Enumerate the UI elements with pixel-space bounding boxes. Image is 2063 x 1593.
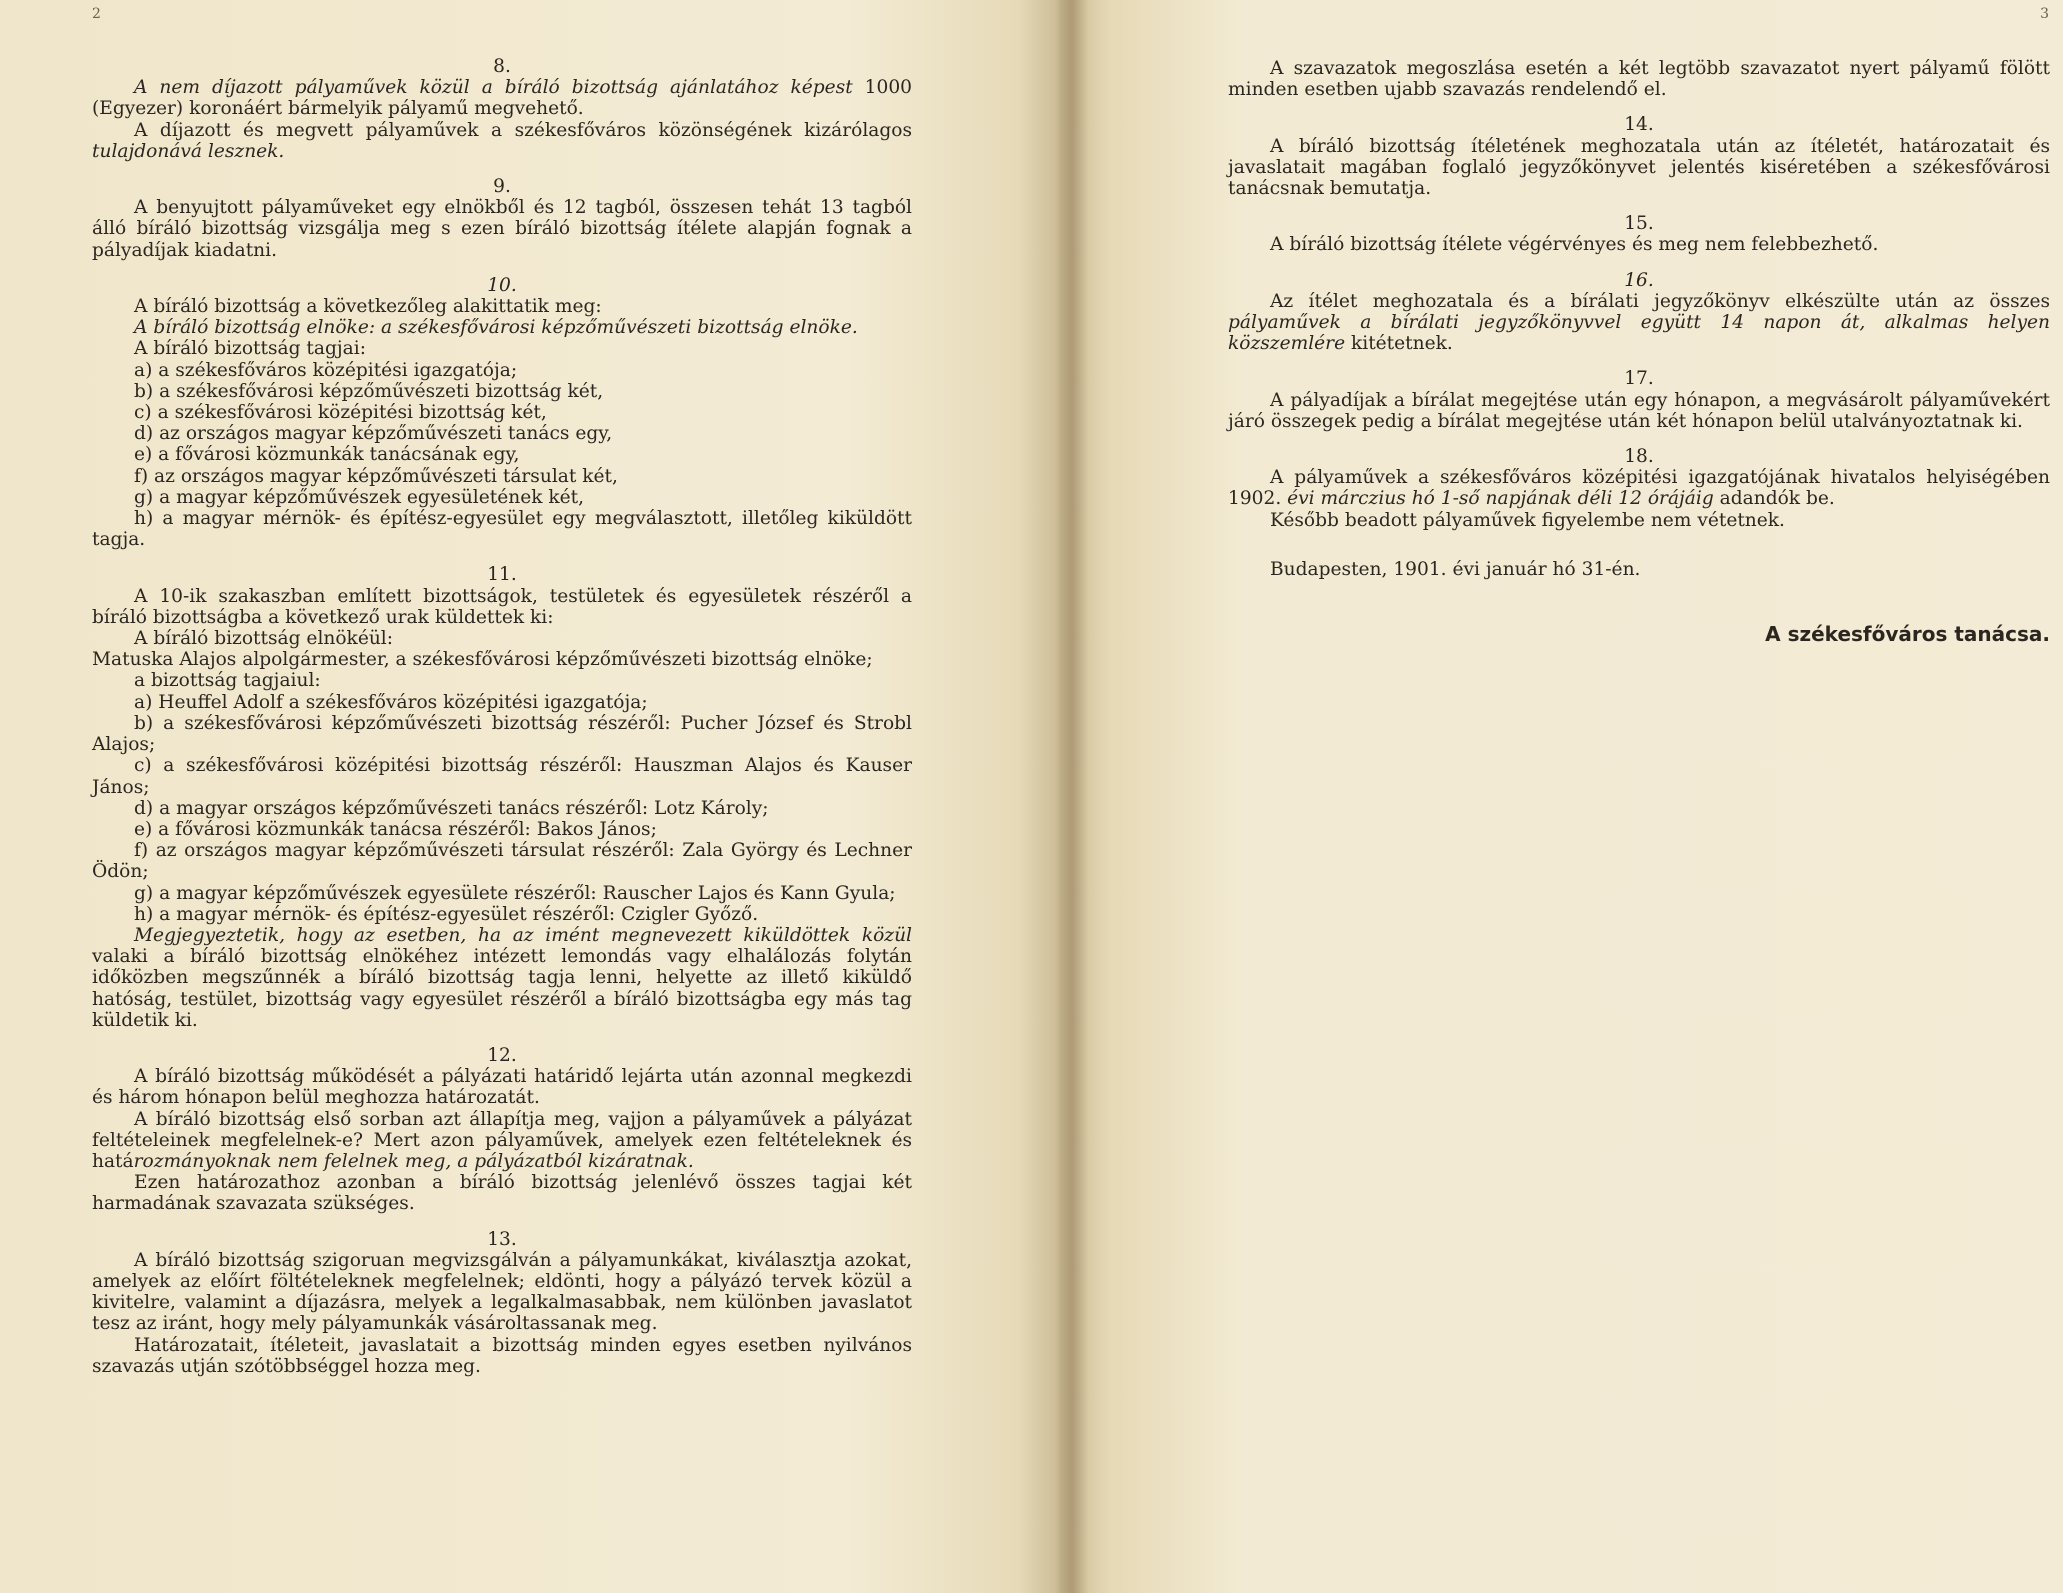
section-11-chair: Matuska Alajos alpolgármester, a székesfővárosi képzőművészeti bizottság elnöke; xyxy=(92,649,873,671)
left-page-number: 2 xyxy=(92,6,101,22)
section-8-paragraph-2: A díjazott és megvett pályaművek a székesfőváros közönségének kizárólagos tulajdonává lesznek. xyxy=(92,119,912,162)
section-11-item-d: d) a magyar országos képzőművészeti tanács részéről: Lotz Károly; xyxy=(134,797,769,819)
section-10-number: 10. xyxy=(487,274,517,296)
book-gutter xyxy=(1055,0,1089,1593)
section-9-number: 9. xyxy=(493,176,511,198)
document-date: Budapesten, 1901. évi január hó 31-én. xyxy=(1270,558,1641,580)
section-8-paragraph-1: A nem díjazott pályaművek közül a bíráló bizottság ajánlatához képest 1000 (Egyezer) koronáért bármelyik pályamű megvehető. xyxy=(92,77,912,120)
section-13-paragraph-2: Határozatait, ítéleteit, javaslatait a bizottság minden egyes esetben nyilvános szavazás utján szótöbbséggel hozza meg. xyxy=(92,1334,912,1377)
section-10-item-h: h) a magyar mérnök- és építész-egyesület egy megválasztott, illetőleg kiküldött tagja. xyxy=(92,508,912,551)
section-12-paragraph-3: Ezen határozathoz azonban a bíráló bizottság jelenlévő összes tagjai két harmadának szavazata szükséges. xyxy=(92,1172,912,1215)
section-16-number: 16. xyxy=(1624,269,1654,291)
section-10-item-b: b) a székesfővárosi képzőművészeti bizottság két, xyxy=(134,380,604,402)
section-8-number: 8. xyxy=(493,56,511,77)
section-16-paragraph-1: Az ítélet meghozatala és a bírálati jegyzőkönyv elkészülte után az összes pályaművek a bírálati jegyzőkönyvvel együtt 14 napon át, alkalmas helyen közszemlére kitétetnek. xyxy=(1228,290,2050,355)
section-9-paragraph-1: A benyujtott pályaműveket egy elnökből és 12 tagból, összesen tehát 13 tagból álló bíráló bizottság vizsgálja meg s ezen bíráló bizottság ítélete alapján fognak a pályadíjak kiadatni. xyxy=(92,197,912,261)
section-12-paragraph-1: A bíráló bizottság működését a pályázati határidő lejárta után azonnal megkezdi és három hónapon belül meghozza határozatát. xyxy=(92,1066,912,1109)
section-15-paragraph-1: A bíráló bizottság ítélete végérvényes és meg nem felebbezhető. xyxy=(1270,234,1879,256)
section-10-item-d: d) az országos magyar képzőművészeti tanács egy, xyxy=(134,423,613,445)
section-11-item-a: a) Heuffel Adolf a székesfőváros középitési igazgatója; xyxy=(134,691,648,713)
signature: A székesfőváros tanácsa. xyxy=(1765,622,2050,647)
section-14-paragraph-1: A bíráló bizottság ítéletének meghozatala után az ítéletét, határozatait és javaslatait magában foglaló jegyzőkönyvet jelentés kiséretében a székesfővárosi tanácsnak bemutatja. xyxy=(1228,135,2050,200)
section-13-number: 13. xyxy=(487,1228,517,1250)
section-17-number: 17. xyxy=(1624,368,1654,390)
section-18-paragraph-1: A pályaművek a székesfőváros középitési igazgatójának hivatalos helyiségében 1902. évi márczius hó 1-ső napjának déli 12 órájáig adandók be. xyxy=(1228,467,2050,510)
section-10-chair: A bíráló bizottság elnöke: a székesfővárosi képzőművészeti bizottság elnöke. xyxy=(134,317,858,339)
section-10-item-f: f) az országos magyar képzőművészeti társulat két, xyxy=(134,465,618,487)
section-11-item-f: f) az országos magyar képzőművészeti társulat részéről: Zala György és Lechner Ödön; xyxy=(92,840,912,883)
section-18-paragraph-2: Később beadott pályaművek figyelembe nem vétetnek. xyxy=(1270,509,1785,531)
section-14-number: 14. xyxy=(1624,114,1654,136)
section-11-item-h: h) a magyar mérnök- és építész-egyesület részéről: Czigler Győző. xyxy=(134,903,759,925)
section-10-item-e: e) a fővárosi közmunkák tanácsának egy, xyxy=(134,444,520,466)
section-10-intro: A bíráló bizottság a következőleg alakittatik meg: xyxy=(134,296,602,318)
section-11-number: 11. xyxy=(487,564,517,586)
section-11-item-e: e) a fővárosi közmunkák tanácsa részéről: Bakos János; xyxy=(134,818,657,840)
section-15-number: 15. xyxy=(1624,213,1654,235)
section-11-item-c: c) a székesfővárosi középitési bizottság részéről: Hauszman Alajos és Kauser János; xyxy=(92,755,912,798)
section-18-number: 18. xyxy=(1624,446,1654,468)
section-17-paragraph-1: A pályadíjak a bírálat megejtése után egy hónapon, a megvásárolt pályaművekért járó összegek pedig a bírálat megejtése után két hónapon belül utalványoztatnak ki. xyxy=(1228,389,2050,432)
left-page-text xyxy=(92,56,912,1377)
section-12-number: 12. xyxy=(487,1044,517,1066)
section-10-members-label: A bíráló bizottság tagjai: xyxy=(134,338,366,360)
section-11-members-label: a bizottság tagjaiul: xyxy=(134,670,321,692)
section-11-item-b: b) a székesfővárosi képzőművészeti bizottság részéről: Pucher József és Strobl Alajos; xyxy=(92,712,912,756)
section-10-item-g: g) a magyar képzőművészek egyesületének két, xyxy=(134,486,585,508)
section-12-paragraph-2: A bíráló bizottság első sorban azt állapítja meg, vajjon a pályaművek a pályázat feltételeinek megfelelnek-e? Mert azon pályaművek, amelyek ezen feltételeknek és határozmányoknak nem felelnek meg, a pályázatból kizáratnak. xyxy=(92,1108,912,1172)
section-11-intro: A 10-ik szakaszban említett bizottságok, testületek és egyesületek részéről a bíráló bizottságba a következő urak küldettek ki: xyxy=(92,585,912,628)
section-10-item-a: a) a székesfőváros középitési igazgatója; xyxy=(134,359,518,381)
section-13-continuation: A szavazatok megoszlása esetén a két legtöbb szavazatot nyert pályamű fölött minden esetben ujabb szavazás rendelendő el. xyxy=(1228,58,2050,101)
right-page-number: 3 xyxy=(2040,6,2049,22)
section-11-chair-label: A bíráló bizottság elnökéül: xyxy=(134,628,394,650)
section-11-item-g: g) a magyar képzőművészek egyesülete részéről: Rauscher Lajos és Kann Gyula; xyxy=(134,882,896,904)
section-11-note: Megjegyeztetik, hogy az esetben, ha az imént megnevezett kiküldöttek közül valaki a bíráló bizottság elnökéhez intézett lemondás vagy elhalálozás folytán időközben megszűnnék a bíráló bizottság tagja lenni, helyette az illető kiküldő hatóság, testület, bizottság vagy egyesület részéről a bíráló bizottságba egy más tag küldetik ki. xyxy=(92,924,912,1031)
section-13-paragraph-1: A bíráló bizottság szigoruan megvizsgálván a pályamunkákat, kiválasztja azokat, amelyek az előírt föltételeknek megfelelnek; eldönti, hogy a pályázó tervek közül a kivitelre, valamint a díjazásra, melyek a legalkalmasabbak, nem különben javaslatot tesz az iránt, hogy mely pályamunkák vásároltassanak meg. xyxy=(92,1249,912,1335)
right-page-text xyxy=(1228,58,2050,645)
section-10-item-c: c) a székesfővárosi középitési bizottság két, xyxy=(134,402,547,424)
